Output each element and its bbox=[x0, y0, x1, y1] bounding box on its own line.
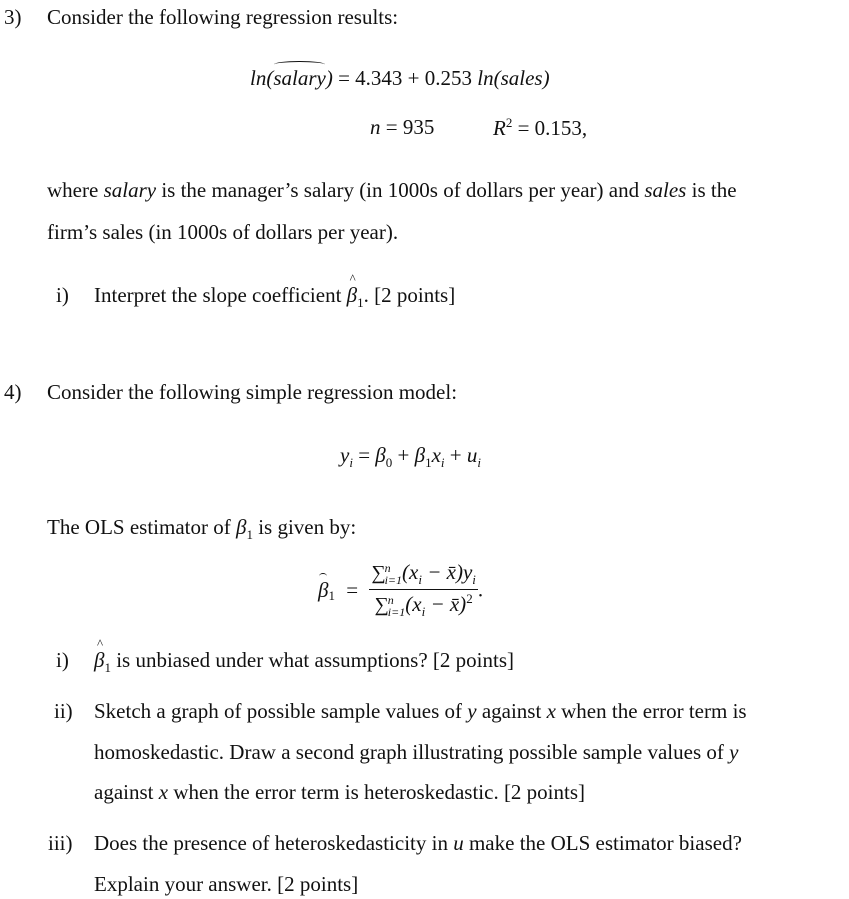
ols-intro: The OLS estimator of $\beta_1$ is given by: bbox=[47, 515, 357, 543]
question-3-heading: Consider the following regression results: bbox=[47, 5, 399, 29]
q3-part-i-label: i) bbox=[56, 283, 69, 307]
q4-part-i-label: i) bbox=[56, 648, 69, 672]
model-equation: $y_i = \beta_0 + \beta_1x_i + u_i$ bbox=[340, 443, 481, 471]
q4-part-iii-line-2: Explain your answer. [2 points] bbox=[94, 872, 359, 896]
question-4-number: 4) bbox=[4, 380, 22, 404]
q4-part-iii-label: iii) bbox=[48, 831, 73, 855]
q4-part-ii-line-3: against x when the error term is heteroskedastic. [2 points] bbox=[94, 780, 586, 804]
ols-estimator-formula: $\beta_1$ = ∑ n i=1 ($x_i$ − $x̄)y_i$ ∑ n i=1 ($x_i$ − x̄)$^2$ . bbox=[318, 560, 484, 620]
q4-part-ii-line-2: homoskedastic. Draw a second graph illustrating possible sample values of y bbox=[94, 740, 739, 764]
estimator-denominator: ∑ n i=1 ($x_i$ − x̄)$^2$ bbox=[374, 591, 473, 620]
r-squared: $R^2 = 0.153$, bbox=[493, 115, 588, 140]
sample-size: = 935 bbox=[385, 115, 435, 139]
q4-part-ii-line-1: Sketch a graph of possible sample values of y against x when the error term is bbox=[94, 699, 747, 723]
q3-part-i-text: Interpret the slope coefficient ^ $\beta_1$. [2 points] bbox=[94, 283, 455, 311]
q4-part-ii-label: ii) bbox=[54, 699, 73, 723]
regression-stats: n = 935 bbox=[370, 115, 435, 139]
variable-description-line-2: firm’s sales (in 1000s of dollars per year). bbox=[47, 220, 399, 244]
intercept-value: 4.343 bbox=[355, 66, 403, 90]
q4-part-i-text: ^ $\beta_1$ is unbiased under what assumptions? [2 points] bbox=[94, 648, 514, 676]
q4-part-iii-line-1: Does the presence of heteroskedasticity in u make the OLS estimator biased? bbox=[94, 831, 742, 855]
estimator-numerator: ∑ n i=1 ($x_i$ − $x̄)y_i$ bbox=[369, 560, 478, 590]
regression-equation: ln(salary) = 4.343 + 0.253 ln(sales) bbox=[250, 66, 550, 90]
variable-description-line-1: where salary is the manager’s salary (in 1000s of dollars per year) and sales is the bbox=[47, 178, 737, 202]
estimator-fraction bbox=[369, 560, 478, 620]
salary-hat: salary bbox=[273, 66, 326, 90]
slope-value: 0.253 bbox=[424, 66, 473, 90]
question-4-heading: Consider the following simple regression model: bbox=[47, 380, 458, 404]
question-3-number: 3) bbox=[4, 5, 22, 29]
